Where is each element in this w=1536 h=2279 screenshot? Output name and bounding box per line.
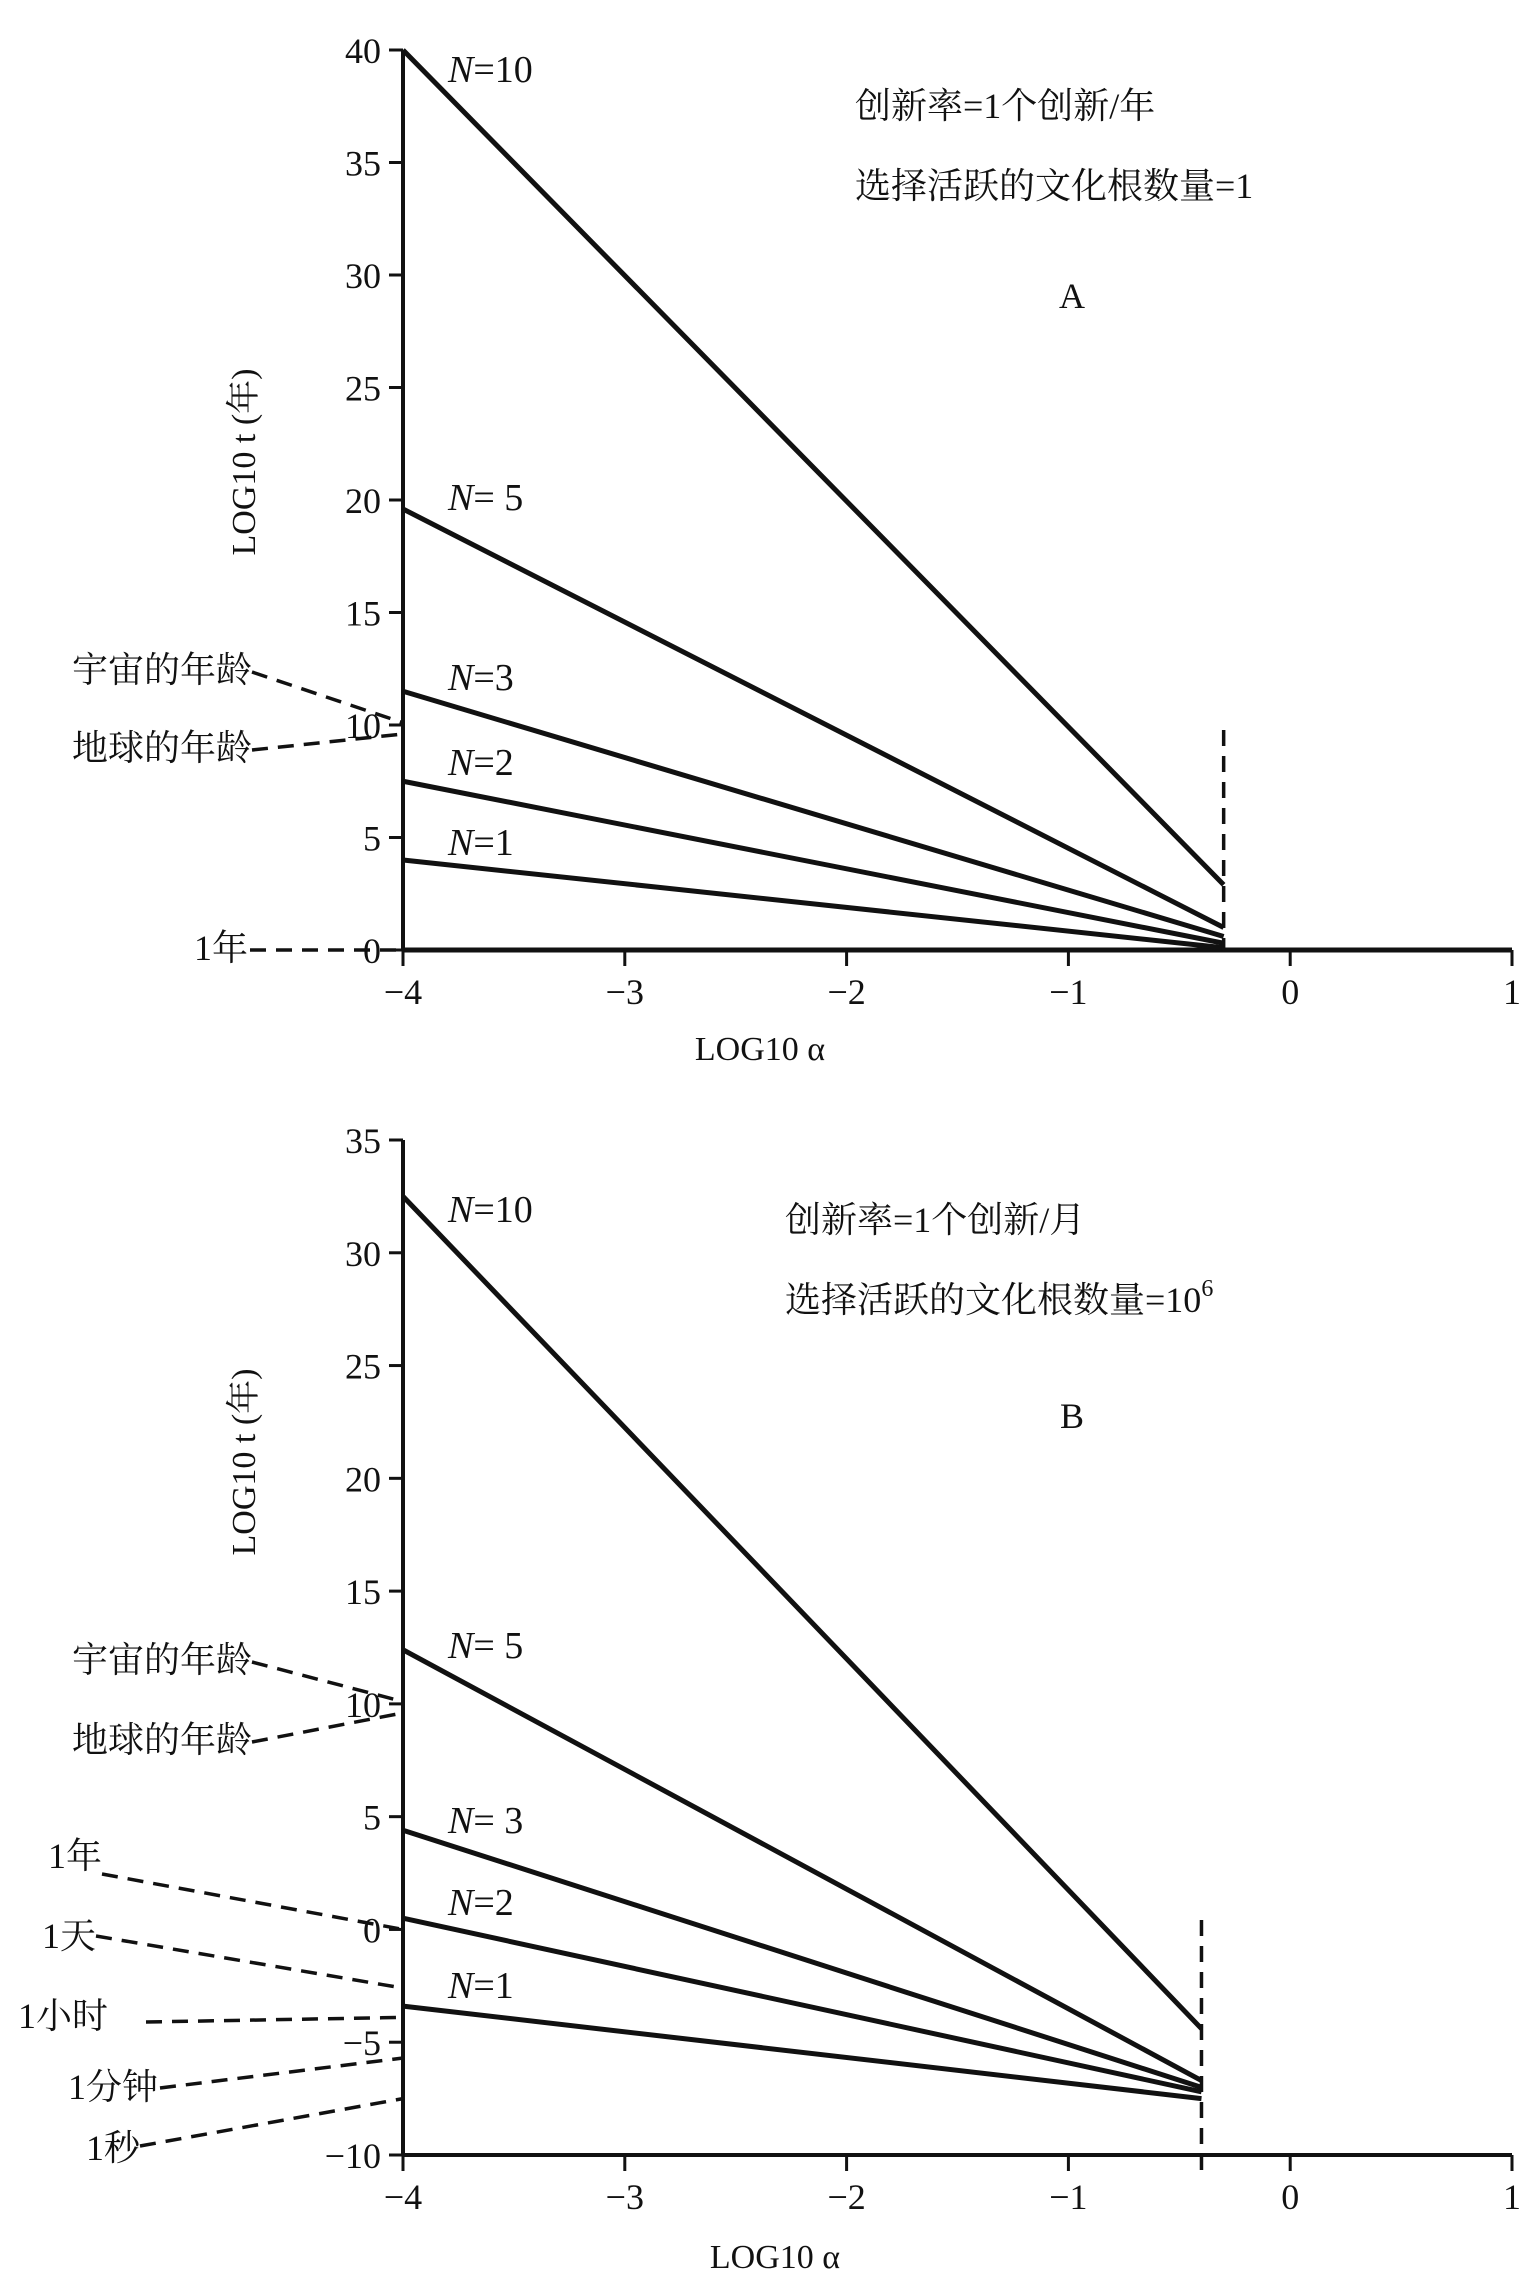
reference-label: 地球的年龄 xyxy=(71,728,252,768)
x-tick-label: −3 xyxy=(605,2177,644,2217)
reference-leader-line xyxy=(102,1874,403,1929)
x-axis-title-text: LOG10 α xyxy=(709,2239,841,2276)
chart-panel-b xyxy=(18,1121,1521,2276)
x-tick-label: −4 xyxy=(383,2177,423,2217)
reference-label: 1分钟 xyxy=(67,2067,158,2107)
annotation-text: 创新率=1个创新/月 xyxy=(785,1200,1086,1240)
series-line-n1 xyxy=(403,2006,1201,2098)
x-tick-label: 1 xyxy=(1503,972,1521,1012)
reference-label: 1秒 xyxy=(85,2128,140,2168)
y-axis-title-text: LOG10 t (年) xyxy=(226,368,263,556)
series-label xyxy=(447,1882,514,1924)
x-tick-label: −3 xyxy=(605,972,644,1012)
y-tick-label: 35 xyxy=(345,1121,381,1161)
x-tick-label: 0 xyxy=(1281,972,1300,1012)
y-tick-label: 15 xyxy=(345,1572,381,1613)
series-label xyxy=(447,1965,514,2007)
series-line-n3 xyxy=(403,1830,1201,2087)
series-label-value: =3 xyxy=(473,657,514,699)
y-axis-title-text: LOG10 t (年) xyxy=(226,1368,263,1556)
annotation xyxy=(785,1200,1085,1240)
reference-leader-line xyxy=(252,1662,403,1702)
series-label-variable: N xyxy=(448,822,474,864)
y-tick-label: −10 xyxy=(324,2136,381,2176)
reference-leader-line xyxy=(96,1936,403,1988)
y-tick-label: 25 xyxy=(345,1346,381,1387)
annotation xyxy=(785,1276,1213,1320)
x-tick-label: 0 xyxy=(1281,2177,1300,2217)
x-tick-label: −1 xyxy=(1049,2177,1088,2217)
reference-label: 地球的年龄 xyxy=(71,1720,252,1760)
series-label-variable: N xyxy=(448,1882,474,1924)
series-label xyxy=(447,1800,523,1842)
reference-leader-line xyxy=(252,1713,403,1742)
series-label-variable: N xyxy=(448,49,474,91)
series-label-value: = 3 xyxy=(473,1800,524,1842)
y-tick-label: 30 xyxy=(345,1233,381,1274)
annotation-text: 选择活跃的文化根数量=1 xyxy=(855,166,1254,206)
series-label xyxy=(447,742,514,784)
x-tick-label: 1 xyxy=(1503,2177,1521,2217)
y-tick-label: 10 xyxy=(345,1684,381,1725)
reference-label: 宇宙的年龄 xyxy=(71,1640,252,1680)
panel-tag: A xyxy=(1059,276,1085,316)
y-tick-label: 40 xyxy=(345,31,381,71)
series-line-n3 xyxy=(403,691,1224,936)
x-axis-title xyxy=(695,1031,825,1068)
y-tick-label: 0 xyxy=(363,931,381,971)
reference-label: 宇宙的年龄 xyxy=(71,650,252,690)
panel-tag: B xyxy=(1059,1396,1085,1436)
reference-leader-line xyxy=(160,2058,403,2088)
y-tick-label: 30 xyxy=(345,256,381,296)
reference-label: 1年 xyxy=(47,1836,102,1876)
reference-leader-line xyxy=(146,2017,403,2022)
annotation-text: 选择活跃的文化根数量=10 xyxy=(785,1280,1202,1320)
y-tick-label: 5 xyxy=(363,818,381,859)
reference-label: 1小时 xyxy=(17,1996,108,2036)
y-tick-label: −5 xyxy=(342,2023,381,2064)
y-tick-label: 20 xyxy=(345,481,381,521)
y-tick-label: 25 xyxy=(345,368,381,409)
y-axis-title xyxy=(225,1369,263,1556)
reference-label: 1年 xyxy=(193,928,248,968)
series-label xyxy=(447,1189,533,1231)
series-line-n2 xyxy=(403,1918,1201,2092)
x-tick-label: −2 xyxy=(827,2177,866,2217)
series-label-value: =2 xyxy=(473,742,514,784)
y-tick-label: 35 xyxy=(345,143,381,184)
series-label-variable: N xyxy=(448,742,474,784)
y-tick-label: 20 xyxy=(345,1459,381,1500)
series-label-variable: N xyxy=(448,1965,474,2007)
x-tick-label: −1 xyxy=(1049,972,1088,1012)
x-tick-label: −4 xyxy=(383,972,423,1012)
reference-leader-line xyxy=(252,672,403,723)
x-axis-title-text: LOG10 α xyxy=(694,1031,826,1068)
x-axis-title xyxy=(710,2239,840,2276)
series-label-variable: N xyxy=(448,657,474,699)
chart-panel-a xyxy=(72,31,1521,1068)
series-label-value: =1 xyxy=(473,1965,514,2007)
series-label xyxy=(447,822,514,864)
series-label-variable: N xyxy=(448,1625,474,1667)
series-label-variable: N xyxy=(448,1189,474,1231)
series-label-value: =10 xyxy=(473,49,533,91)
series-label xyxy=(447,477,523,519)
series-line-n1 xyxy=(403,860,1224,948)
reference-label: 1天 xyxy=(41,1916,96,1956)
series-label-value: = 5 xyxy=(473,1625,524,1667)
series-label-variable: N xyxy=(448,477,474,519)
y-tick-label: 15 xyxy=(345,593,381,634)
series-label-variable: N xyxy=(448,1800,474,1842)
series-label-value: =1 xyxy=(473,822,514,864)
series-line-n10 xyxy=(403,1196,1201,2028)
y-tick-label: 10 xyxy=(345,706,381,746)
y-tick-label: 5 xyxy=(363,1797,381,1838)
annotation-text: 创新率=1个创新/年 xyxy=(855,86,1156,126)
annotation xyxy=(855,166,1253,206)
series-label-value: =2 xyxy=(473,1882,514,1924)
series-line-n5 xyxy=(403,1650,1201,2081)
x-tick-label: −2 xyxy=(827,972,866,1012)
annotation-superscript: 6 xyxy=(1201,1276,1214,1302)
y-tick-label: 0 xyxy=(363,1910,381,1951)
annotation xyxy=(855,86,1155,126)
y-axis-title xyxy=(225,369,263,556)
series-label xyxy=(447,657,514,699)
series-label-value: = 5 xyxy=(473,477,524,519)
series-label xyxy=(447,1625,523,1667)
series-label-value: =10 xyxy=(473,1189,533,1231)
series-label xyxy=(447,49,533,91)
